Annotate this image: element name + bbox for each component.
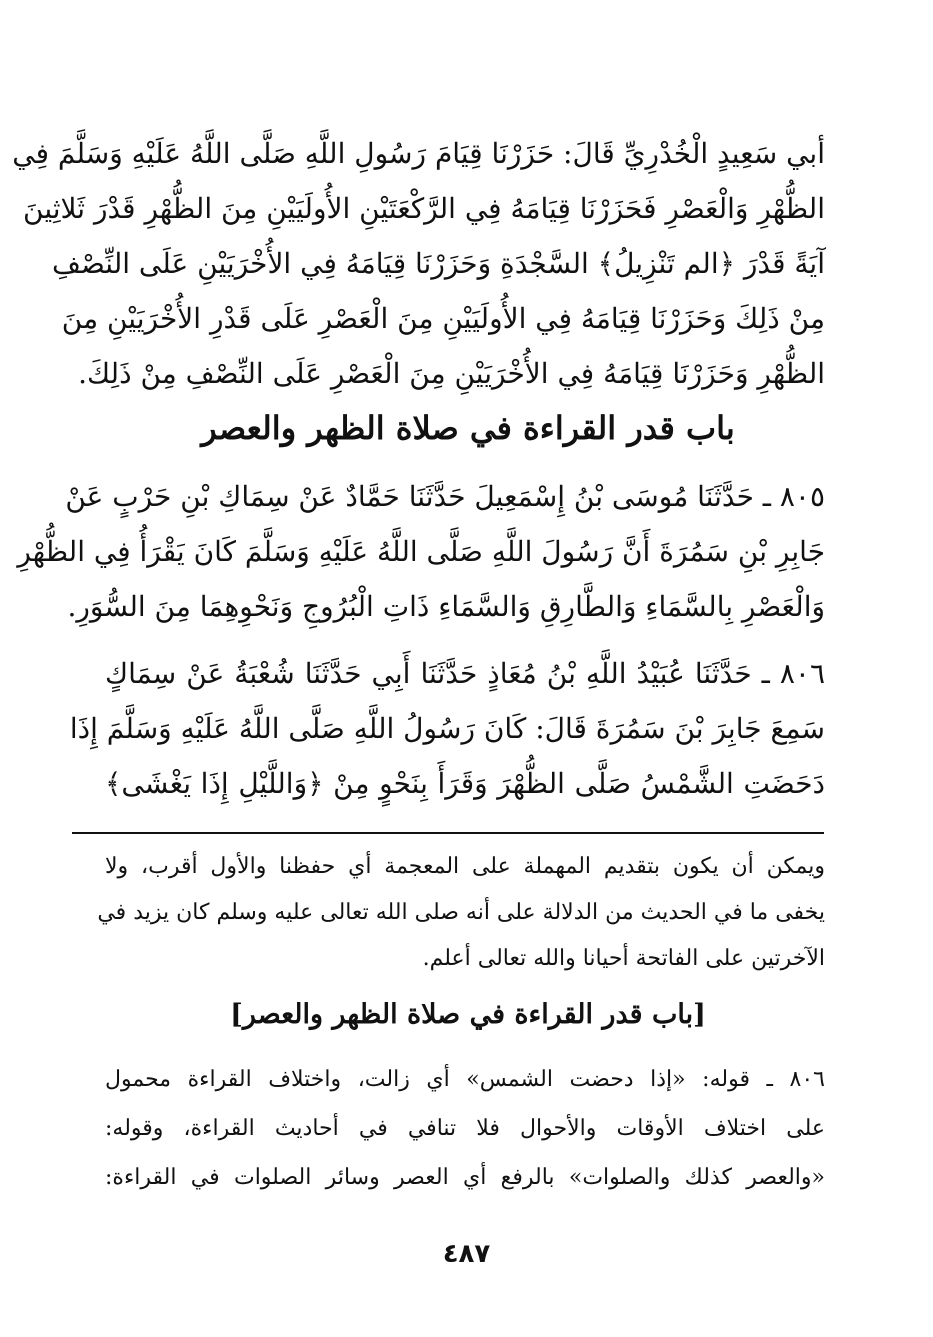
main-text-line: آيَةً قَدْرَ ﴿الم تَنْزِيلُ﴾ السَّجْدَةِ وَحَزَرْنَا قِيَامَهُ فِي الأُخْرَيَيْنِ عَلَى النِّصْفِ: [52, 247, 825, 280]
commentary-line: يخفى ما في الحديث من الدلالة على أنه صلى الله تعالى عليه وسلم كان يزيد في: [97, 900, 825, 925]
main-text-line: الظُّهْرِ وَحَزَرْنَا قِيَامَهُ فِي الأُخْرَيَيْنِ مِنَ الْعَصْرِ عَلَى النِّصْفِ مِنْ ذَلِكَ.: [78, 357, 825, 390]
hadith-805-line: وَالْعَصْرِ بِالسَّمَاءِ وَالطَّارِقِ وَالسَّمَاءِ ذَاتِ الْبُرُوجِ وَنَحْوِهِمَا مِنَ السُّوَرِ.: [67, 590, 825, 623]
commentary-line: الآخرتين على الفاتحة أحيانا والله تعالى أعلم.: [422, 946, 825, 971]
hadith-805-line: ٨٠٥ ـ حَدَّثَنَا مُوسَى بْنُ إِسْمَعِيلَ حَدَّثَنَا حَمَّادٌ عَنْ سِمَاكِ بْنِ حَرْبٍ عَنْ: [65, 480, 825, 513]
main-text-line: مِنْ ذَلِكَ وَحَزَرْنَا قِيَامَهُ فِي الأُولَيَيْنِ مِنَ الْعَصْرِ عَلَى قَدْرِ الأُخْرَيَيْنِ مِنَ: [61, 302, 825, 335]
commentary-line: ويمكن أن يكون بتقديم المهملة على المعجمة أي حفظنا والأول أقرب، ولا: [105, 854, 825, 879]
main-text-line: الظُّهْرِ وَالْعَصْرِ فَحَزَرْنَا قِيَامَهُ فِي الرَّكْعَتَيْنِ الأُولَيَيْنِ مِنَ الظُّهْرِ قَدْرَ ثَلاثِينَ: [23, 192, 825, 225]
chapter-heading: باب قدر القراءة في صلاة الظهر والعصر: [201, 409, 735, 447]
page-number: ٤٨٧: [442, 1239, 491, 1269]
hadith-805-line: جَابِرِ بْنِ سَمُرَةَ أَنَّ رَسُولَ اللَّهِ صَلَّى اللَّهُ عَلَيْهِ وَسَلَّمَ كَانَ يَقْرَأُ فِي الظُّهْرِ: [17, 535, 825, 568]
commentary-note-line: ٨٠٦ ـ قوله: «إذا دحضت الشمس» أي زالت، واختلاف القراءة محمول: [105, 1067, 825, 1092]
hadith-806-line: ٨٠٦ ـ حَدَّثَنَا عُبَيْدُ اللَّهِ بْنُ مُعَاذٍ حَدَّثَنَا أَبِي حَدَّثَنَا شُعْبَةُ عَنْ سِمَاكٍ: [105, 657, 825, 690]
commentary-chapter-heading: [باب قدر القراءة في صلاة الظهر والعصر]: [230, 999, 706, 1030]
commentary-note-line: على اختلاف الأوقات والأحوال فلا تنافي في أحاديث القراءة، وقوله:: [105, 1116, 825, 1141]
hadith-806-line: سَمِعَ جَابِرَ بْنَ سَمُرَةَ قَالَ: كَانَ رَسُولُ اللَّهِ صَلَّى اللَّهُ عَلَيْهِ وَسَلَّمَ إِذَا: [69, 712, 825, 745]
footnote-divider: [72, 832, 824, 834]
hadith-806-line: دَحَضَتِ الشَّمْسُ صَلَّى الظُّهْرَ وَقَرَأَ بِنَحْوٍ مِنْ ﴿وَاللَّيْلِ إِذَا يَغْشَى﴾: [105, 767, 825, 800]
commentary-note-line: «والعصر كذلك والصلوات» بالرفع أي العصر وسائر الصلوات في القراءة:: [105, 1165, 825, 1190]
main-text-line: أبي سَعِيدٍ الْخُدْرِيِّ قَالَ: حَزَرْنَا قِيَامَ رَسُولِ اللَّهِ صَلَّى اللَّهُ عَلَيْهِ وَسَلَّمَ فِي: [12, 137, 825, 170]
